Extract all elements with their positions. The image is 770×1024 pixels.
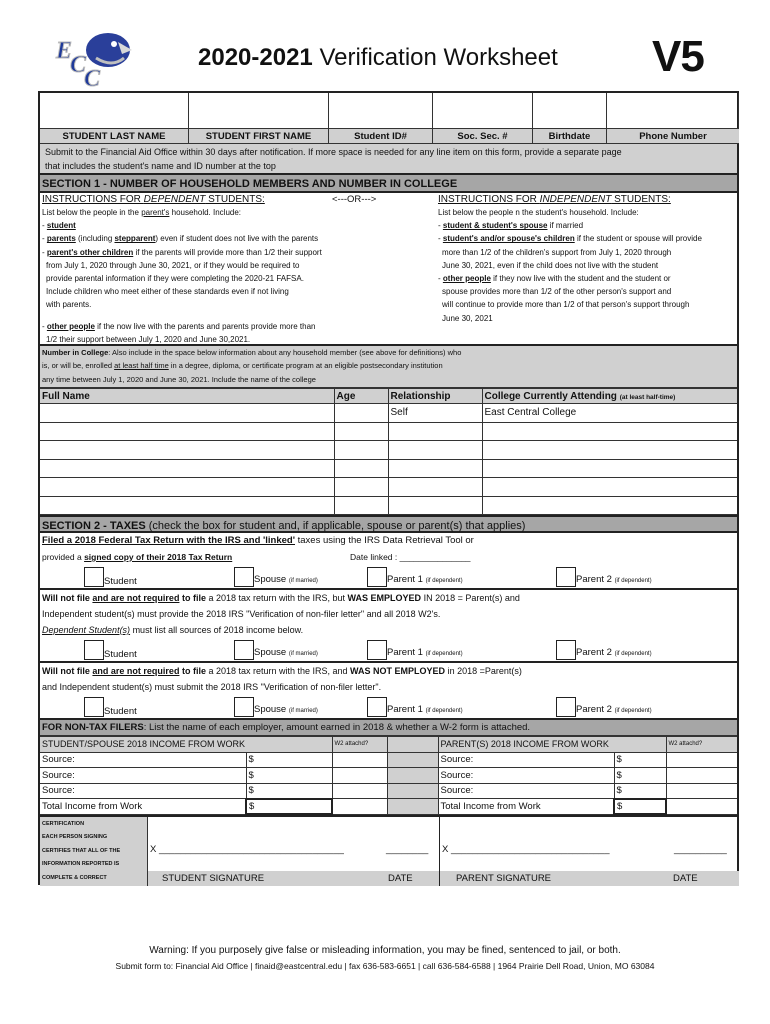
age-cell[interactable]: [334, 478, 388, 497]
dependent-instructions: [42, 193, 372, 312]
table-row: [40, 441, 737, 460]
page-title: [198, 44, 558, 72]
submission-notice: [40, 144, 737, 175]
gap-cell: [387, 768, 438, 784]
title-text: Verification Worksheet: [319, 44, 558, 71]
svg-text:C: C: [70, 52, 87, 78]
independent-heading: INSTRUCTIONS FOR INDEPENDENT STUDENTS:: [438, 194, 671, 205]
student-date-field[interactable]: ________: [386, 844, 429, 855]
not-employed-parent2-checkbox[interactable]: Parent 2 (if dependent): [556, 697, 652, 717]
certification-statement: CERTIFICATION EACH PERSON SIGNING CERTIFIES THAT ALL OF THE INFORMATION REPORTED IS COMPLETE & CORRECT: [40, 817, 148, 886]
warning-text: Warning: If you purposely give false or misleading information, you may be fined, sentenced to jail, or both.: [149, 945, 621, 956]
table-row: [40, 422, 737, 441]
student-signature-field[interactable]: X ___________________________________: [150, 844, 344, 855]
table-row: [40, 404, 737, 423]
student-source-field[interactable]: Source:: [40, 783, 246, 799]
college-cell[interactable]: [482, 459, 737, 478]
independent-other-line2: spouse provides more than 1/2 of the other person's support and: [442, 287, 672, 297]
checkbox-icon: [556, 567, 576, 587]
parent-signature-label: PARENT SIGNATURE: [456, 873, 552, 885]
independent-children-line3: June 30, 2021, even if the child does not live with the student: [442, 260, 659, 270]
checkbox-icon: [556, 697, 576, 717]
name-cell[interactable]: [40, 496, 334, 515]
income-row: [40, 768, 737, 784]
birthdate-field[interactable]: [533, 93, 607, 129]
student-date-label: DATE: [388, 873, 413, 885]
student-total-field[interactable]: $: [246, 799, 332, 815]
relationship-cell[interactable]: [388, 422, 482, 441]
employed-spouse-checkbox[interactable]: Spouse (if married): [234, 640, 318, 660]
not-employed-tax-block: Will not file and are not required to file a 2018 tax return with the IRS, and WAS NOT EMPLOYED in 2018 =Parent(s) and Independent student(s) must submit the 2018 IRS "Verification of non-filer letter". Student Spouse (if married) Parent 1 (if dependent) Parent 2 (if dependent): [40, 663, 737, 720]
independent-item-children: - student's and/or spouse's children if the student or spouse will provide: [438, 234, 702, 244]
parent-signature-field[interactable]: X ______________________________: [442, 844, 610, 855]
parent-total-field[interactable]: $: [614, 799, 666, 815]
parent-total-label: Total Income from Work: [438, 799, 614, 815]
table-row: [40, 496, 737, 515]
student-amount-field[interactable]: $: [246, 752, 332, 768]
student-w2-field[interactable]: [332, 783, 387, 799]
parent-amount-field[interactable]: $: [614, 783, 666, 799]
col-college: College Currently Attending (at least half-time): [482, 389, 737, 404]
age-cell[interactable]: [334, 422, 388, 441]
parent-date-field[interactable]: __________: [674, 844, 727, 855]
svg-text:C: C: [84, 66, 101, 88]
college-cell[interactable]: East Central College: [482, 404, 737, 423]
section2-heading: SECTION 2 - TAXES (check the box for student and, if applicable, spouse or parent(s) that applies): [40, 515, 737, 533]
independent-children-line2: more than 1/2 of the children's support from July 1, 2020 through: [442, 247, 672, 257]
svg-text:E: E: [56, 38, 73, 64]
relationship-cell[interactable]: Self: [388, 404, 482, 423]
filed-checkbox-row: [42, 565, 735, 588]
student-amount-field[interactable]: $: [246, 768, 332, 784]
independent-item-other: - other people if they now live with the student and the student or: [438, 274, 671, 284]
name-cell[interactable]: [40, 422, 334, 441]
number-in-college-instructions: Number in College: Also include in the space below information about any household member (see above for definitions) who is, or will be, enrolled at least half time in a degree, diploma, or certificate program at an eligible postsecondary institution any time between July 1, 2020 and June 30, 2021. Include the name of the college: [40, 346, 737, 388]
college-cell[interactable]: [482, 441, 737, 460]
college-logo: [52, 28, 136, 88]
independent-instructions: [438, 193, 738, 325]
income-row: [40, 752, 737, 768]
student-w2-field[interactable]: [332, 768, 387, 784]
parent-income-header: PARENT(S) 2018 INCOME FROM WORK: [438, 737, 666, 753]
student-id-label: Student ID#: [329, 129, 433, 144]
income-row: [40, 783, 737, 799]
ssn-field[interactable]: [433, 93, 533, 129]
not-employed-parent1-checkbox[interactable]: Parent 1 (if dependent): [367, 697, 463, 717]
relationship-cell[interactable]: [388, 441, 482, 460]
parent-source-field[interactable]: Source:: [438, 768, 614, 784]
name-cell[interactable]: [40, 459, 334, 478]
or-separator: <---OR--->: [332, 194, 377, 205]
filed-tax-block: Filed a 2018 Federal Tax Return with the IRS and 'linked' taxes using the IRS Data Retrieval Tool or provided a signed copy of their 2018 Tax Return Date linked : _______________ Student Spouse (if married) Parent 1 (if dependent) Parent 2 (if dependent): [40, 533, 737, 590]
gap-cell: [387, 752, 438, 768]
checkbox-icon: [84, 697, 104, 717]
dependent-heading: INSTRUCTIONS FOR DEPENDENT STUDENTS:: [42, 194, 265, 205]
dependent-other-line2: 1/2 their support between July 1, 2020 and June 30,2021.: [46, 335, 251, 345]
age-cell[interactable]: [334, 441, 388, 460]
checkbox-icon: [84, 640, 104, 660]
college-cell[interactable]: [482, 496, 737, 515]
notice-line-1: Submit to the Financial Aid Office within 30 days after notification. If more space is needed for any line item on this form, provide a separate page: [45, 147, 622, 157]
certification-block: [40, 815, 737, 883]
student-id-field[interactable]: [329, 93, 433, 129]
filed-student-checkbox[interactable]: Student: [84, 567, 137, 587]
not-employed-spouse-checkbox[interactable]: Spouse (if married): [234, 697, 318, 717]
dependent-item-other: - other people if the now live with the parents and parents provide more than 1/2 their support between July 1, 2020 and June 30,2021.: [42, 320, 372, 346]
checkbox-icon: [84, 567, 104, 587]
phone-label: Phone Number: [607, 129, 739, 144]
verification-form: [38, 91, 739, 885]
student-w2-field[interactable]: [332, 752, 387, 768]
last-name-label: STUDENT LAST NAME: [40, 129, 189, 144]
last-name-field[interactable]: [40, 93, 189, 129]
not-employed-checkbox-row: [42, 695, 735, 718]
college-cell[interactable]: [482, 422, 737, 441]
parent-w2-field[interactable]: [666, 752, 737, 768]
relationship-cell[interactable]: [388, 496, 482, 515]
not-employed-student-checkbox[interactable]: Student: [84, 697, 137, 717]
section1-heading: SECTION 1 - NUMBER OF HOUSEHOLD MEMBERS AND NUMBER IN COLLEGE: [40, 175, 737, 193]
birthdate-label: Birthdate: [533, 129, 607, 144]
ssn-label: Soc. Sec. #: [433, 129, 533, 144]
first-name-field[interactable]: [189, 93, 329, 129]
student-info-grid: [40, 93, 737, 144]
non-tax-filers-heading: FOR NON-TAX FILERS: List the name of each employer, amount earned in 2018 & whether a W-2 form is attached.: [40, 720, 737, 736]
student-source-field[interactable]: Source:: [40, 768, 246, 784]
dependent-children-line4: Include children who meet either of these standards even if not living: [46, 287, 289, 297]
first-name-label: STUDENT FIRST NAME: [189, 129, 329, 144]
dependent-children-line3: provide parental information if they were completing the 2020-21 FAFSA.: [46, 274, 304, 284]
parent-w2-field[interactable]: [666, 783, 737, 799]
parent-source-field[interactable]: Source:: [438, 783, 614, 799]
income-header-row: [40, 737, 737, 753]
employed-parent1-checkbox[interactable]: Parent 1 (if dependent): [367, 640, 463, 660]
gap-cell: [387, 737, 438, 753]
checkbox-icon: [234, 640, 254, 660]
checkbox-icon: [234, 697, 254, 717]
table-row: [40, 459, 737, 478]
parent-signature-area: [440, 817, 739, 886]
checkbox-icon: [234, 567, 254, 587]
income-total-row: [40, 799, 737, 815]
household-table: [40, 388, 737, 515]
version-label: V5: [652, 32, 704, 81]
student-signature-area: [148, 817, 440, 886]
col-full-name: Full Name: [40, 389, 334, 404]
relationship-cell[interactable]: [388, 478, 482, 497]
dependent-children-line2: from July 1, 2020 through June 30, 2021, or if they would be required to: [46, 260, 300, 270]
gap-cell: [387, 799, 438, 815]
notice-line-2: that includes the student's name and ID number at the top: [45, 161, 276, 171]
household-header-row: [40, 389, 737, 404]
col-age: Age: [334, 389, 388, 404]
name-cell[interactable]: [40, 478, 334, 497]
date-linked-field: Date linked : _______________: [350, 552, 471, 562]
parent-w2-header: W2 attachd?: [666, 737, 737, 753]
employed-checkbox-row: [42, 638, 735, 661]
employed-tax-block: Will not file and are not required to file a 2018 tax return with the IRS, but WAS EMPLOYED IN 2018 = Parent(s) and Independent student(s) must provide the 2018 IRS "Verification of non-filer letter" and all 2018 W2's. Dependent Student(s) must list all sources of 2018 income below. Student Spouse (if married) Parent 1 (if dependent) Parent 2 (if dependent): [40, 590, 737, 663]
employed-student-checkbox[interactable]: Student: [84, 640, 137, 660]
submission-info: Submit form to: Financial Aid Office | finaid@eastcentral.edu | fax 636-583-6651 | call 636-584-6588 | 1964 Prairie Dell Road, Union, MO 63084: [115, 961, 655, 971]
name-cell[interactable]: [40, 404, 334, 423]
parent-source-field[interactable]: Source:: [438, 752, 614, 768]
independent-other-line4: June 30, 2021: [442, 313, 493, 323]
relationship-cell[interactable]: [388, 459, 482, 478]
age-cell[interactable]: [334, 459, 388, 478]
parent-amount-field[interactable]: $: [614, 768, 666, 784]
gap-cell: [387, 783, 438, 799]
college-cell[interactable]: [482, 478, 737, 497]
age-cell[interactable]: [334, 496, 388, 515]
student-signature-label: STUDENT SIGNATURE: [162, 873, 265, 885]
dependent-children-line5: with parents.: [46, 300, 92, 310]
independent-item-spouse: - student & student's spouse if married: [438, 221, 584, 231]
name-cell[interactable]: [40, 441, 334, 460]
checkbox-icon: [367, 567, 387, 587]
dependent-item-children: - parent's other children if the parents will provide more than 1/2 their support: [42, 247, 322, 257]
dependent-intro: List below the people in the parent's household. Include:: [42, 208, 242, 217]
independent-other-line3: will continue to provide more than 1/2 of that person's support through: [442, 300, 690, 310]
filed-parent2-checkbox[interactable]: Parent 2 (if dependent): [556, 567, 652, 587]
filed-parent1-checkbox[interactable]: Parent 1 (if dependent): [367, 567, 463, 587]
student-total-w2[interactable]: [332, 799, 387, 815]
employed-parent2-checkbox[interactable]: Parent 2 (if dependent): [556, 640, 652, 660]
independent-intro: List below the people n the student's household. Include:: [438, 208, 639, 217]
dependent-item-parents: - parents (including stepparent) even if student does not live with the parents: [42, 234, 319, 244]
student-w2-header: W2 attachd?: [332, 737, 387, 753]
table-row: [40, 478, 737, 497]
checkbox-icon: [367, 697, 387, 717]
parent-w2-field[interactable]: [666, 768, 737, 784]
phone-field[interactable]: [607, 93, 739, 129]
parent-date-label: DATE: [673, 873, 698, 885]
parent-amount-field[interactable]: $: [614, 752, 666, 768]
age-cell[interactable]: [334, 404, 388, 423]
title-year: 2020-2021: [198, 44, 313, 71]
dependent-item-student: - student: [42, 221, 76, 231]
filed-spouse-checkbox[interactable]: Spouse (if married): [234, 567, 318, 587]
student-total-label: Total Income from Work: [40, 799, 246, 815]
checkbox-icon: [367, 640, 387, 660]
income-table: [40, 736, 737, 815]
eagle-logo-icon: [52, 28, 136, 88]
parent-total-w2[interactable]: [666, 799, 737, 815]
student-amount-field[interactable]: $: [246, 783, 332, 799]
section1-instructions: [40, 193, 737, 346]
student-income-header: STUDENT/SPOUSE 2018 INCOME FROM WORK: [40, 737, 332, 753]
checkbox-icon: [556, 640, 576, 660]
col-relationship: Relationship: [388, 389, 482, 404]
student-source-field[interactable]: Source:: [40, 752, 246, 768]
